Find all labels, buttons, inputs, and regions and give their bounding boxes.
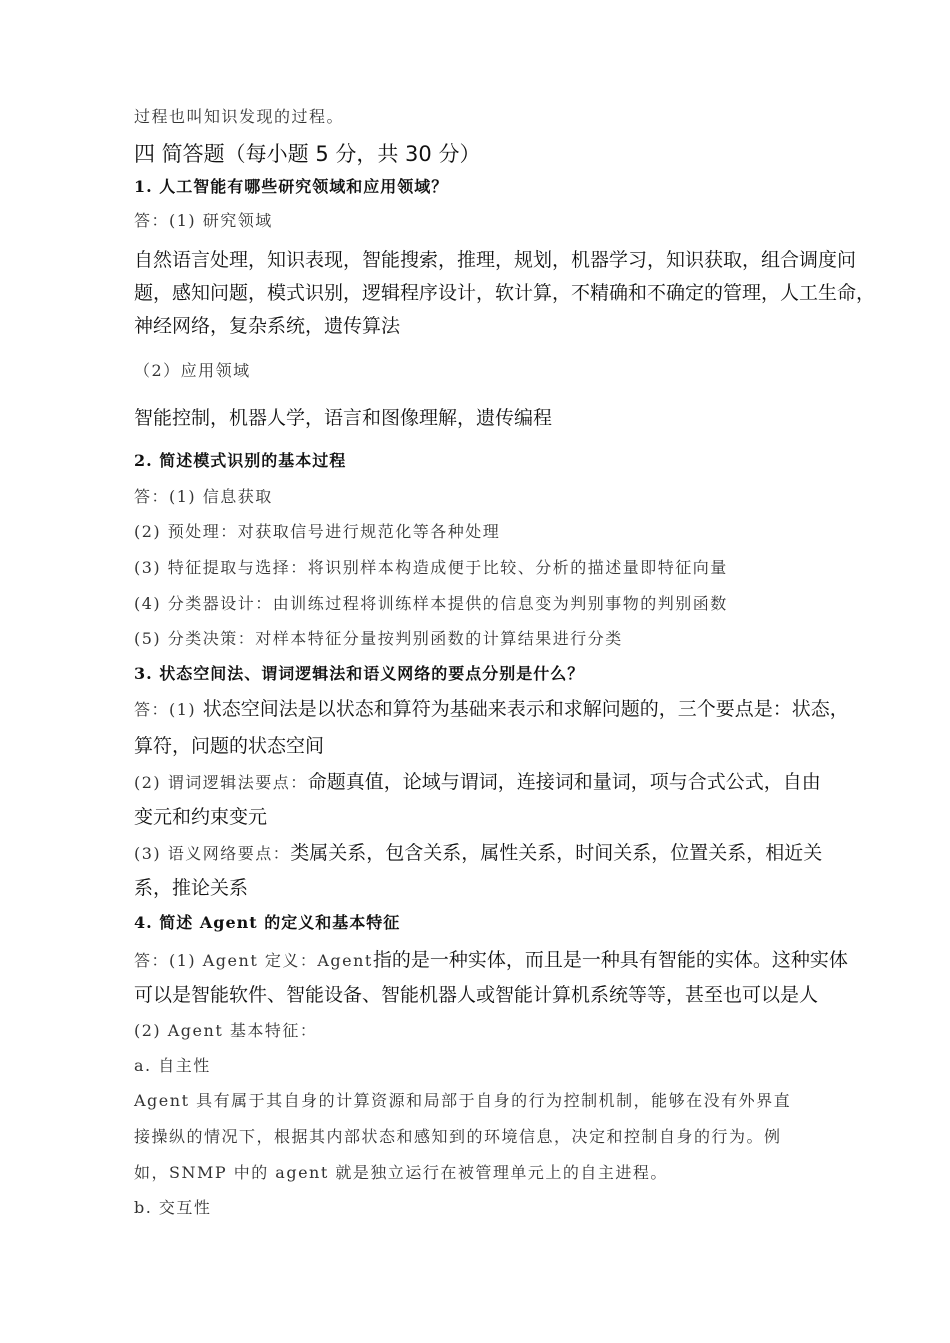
answer-line: b. 交互性: [134, 1198, 212, 1217]
answer-line: (2) 预处理：对获取信号进行规范化等各种处理: [134, 522, 501, 541]
question-title: 3. 状态空间法、谓词逻辑法和语义网络的要点分别是什么？: [134, 664, 585, 683]
text-line: 接操纵的情况下，根据其内部状态和感知到的环境信息，决定和控制自身的行为。例: [134, 1127, 782, 1146]
answer-line: [134, 838, 822, 865]
answer-prefix: 答：(1): [134, 700, 203, 719]
answer-prefix: (2) 谓词逻辑法要点：: [134, 773, 308, 792]
text-line: 题，感知问题，模式识别，逻辑程序设计，软计算，不精确和不确定的管理，人工生命，: [134, 282, 876, 304]
text-line: Agent 具有属于其自身的计算资源和局部于自身的行为控制机制，能够在没有外界直: [134, 1091, 792, 1110]
question-title: 4. 简述 Agent 的定义和基本特征: [134, 913, 401, 932]
answer-prefix: (3) 语义网络要点：: [134, 844, 291, 863]
answer-line: 答：(1) 信息获取: [134, 487, 273, 506]
answer-line: (4) 分类器设计：由训练过程将训练样本提供的信息变为判别事物的判别函数: [134, 594, 728, 613]
text-line: 过程也叫知识发现的过程。: [134, 107, 345, 126]
answer-line: a. 自主性: [134, 1056, 211, 1075]
section-heading: 四 简答题（每小题 5 分，共 30 分）: [134, 142, 481, 166]
answer-line: [134, 945, 848, 972]
question-title: 2. 简述模式识别的基本过程: [134, 451, 347, 470]
text-line: 可以是智能软件、智能设备、智能机器人或智能计算机系统等等，甚至也可以是人: [134, 984, 819, 1006]
answer-line: (3) 特征提取与选择：将识别样本构造成便于比较、分析的描述量即特征向量: [134, 558, 728, 577]
answer-line: （2）应用领域: [134, 361, 251, 380]
text-line: 变元和约束变元: [134, 806, 268, 828]
answer-text: 指的是一种实体，而且是一种具有智能的实体。这种实体: [372, 949, 848, 971]
answer-line: (2) Agent 基本特征：: [134, 1021, 318, 1040]
text-line: 自然语言处理，知识表现，智能搜索，推理，规划，机器学习，知识获取，组合调度问: [134, 249, 857, 271]
answer-line: 答：(1) 研究领域: [134, 211, 273, 230]
text-line: 算符，问题的状态空间: [134, 735, 325, 757]
answer-text: 命题真值，论域与谓词，连接词和量词，项与合式公式，自由: [307, 771, 821, 793]
answer-text: 状态空间法是以状态和算符为基础来表示和求解问题的，三个要点是：状态，: [202, 698, 849, 720]
answer-line: [134, 694, 849, 721]
answer-line: [134, 767, 821, 794]
answer-text: 类属关系，包含关系，属性关系，时间关系，位置关系，相近关: [290, 842, 823, 864]
text-line: 系，推论关系: [134, 877, 249, 899]
answer-prefix: 答：(1) Agent 定义：Agent: [134, 951, 373, 970]
text-line: 神经网络，复杂系统，遗传算法: [134, 315, 401, 337]
answer-line: (5) 分类决策：对样本特征分量按判别函数的计算结果进行分类: [134, 629, 623, 648]
question-title: 1. 人工智能有哪些研究领域和应用领域？: [134, 177, 449, 196]
text-line: 智能控制，机器人学，语言和图像理解，遗传编程: [134, 407, 553, 429]
text-line: 如，SNMP 中的 agent 就是独立运行在被管理单元上的自主进程。: [134, 1163, 668, 1182]
